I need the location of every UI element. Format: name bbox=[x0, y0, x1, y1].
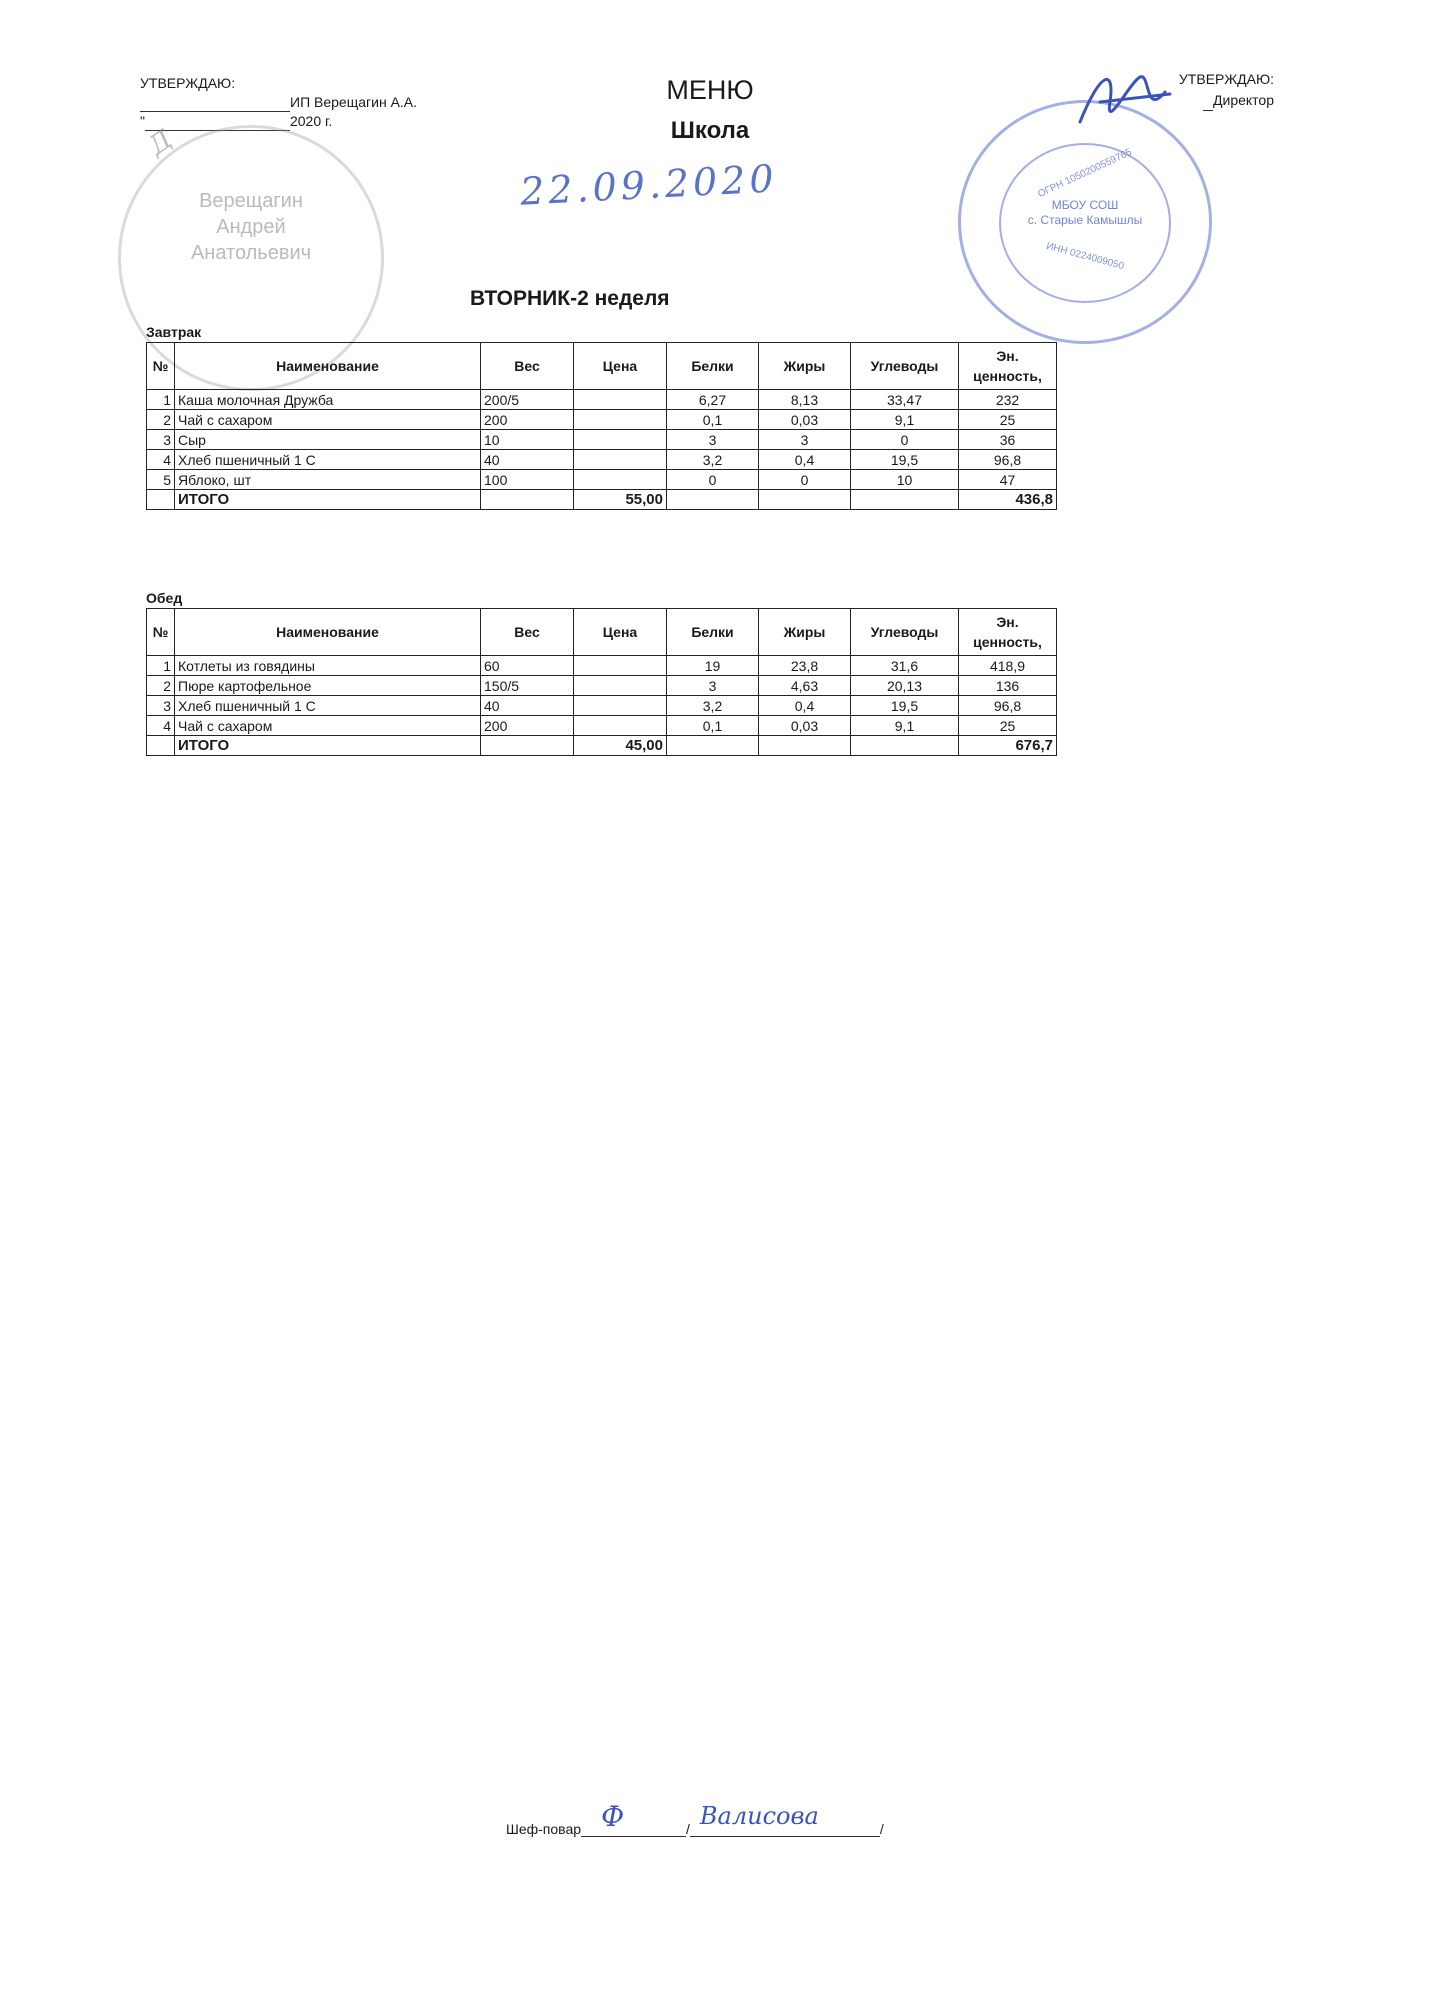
cell: 3 bbox=[147, 430, 175, 450]
cell bbox=[481, 490, 574, 510]
header-right bbox=[1150, 69, 1274, 111]
cell: 4,63 bbox=[759, 676, 851, 696]
director-signature-line bbox=[1203, 110, 1213, 111]
cell: 96,8 bbox=[959, 696, 1057, 716]
cell: 100 bbox=[481, 470, 574, 490]
cell: 3 bbox=[759, 430, 851, 450]
cell: Котлеты из говядины bbox=[175, 656, 481, 676]
handwritten-date: 22.09.2020 bbox=[519, 156, 779, 214]
cell: 200/5 bbox=[481, 390, 574, 410]
col-weight: Вес bbox=[481, 609, 574, 656]
cell: 0 bbox=[759, 470, 851, 490]
cell: 47 bbox=[959, 470, 1057, 490]
col-number: № bbox=[147, 343, 175, 390]
lunch-table bbox=[146, 608, 1057, 756]
separator: / bbox=[686, 1821, 690, 1837]
cell: Сыр bbox=[175, 430, 481, 450]
stamp-inn: ИНН 0224009050 bbox=[1044, 240, 1126, 273]
school-title: Школа bbox=[670, 117, 750, 144]
table-row bbox=[147, 390, 1057, 410]
total-label: ИТОГО bbox=[175, 490, 481, 510]
cell: Яблоко, шт bbox=[175, 470, 481, 490]
cell: 6,27 bbox=[667, 390, 759, 410]
cell: 1 bbox=[147, 656, 175, 676]
cell bbox=[759, 736, 851, 756]
cell bbox=[574, 430, 667, 450]
stamp-org: МБОУ СОШ bbox=[1051, 198, 1119, 212]
date-quote: " bbox=[140, 113, 145, 129]
col-number: № bbox=[147, 609, 175, 656]
col-weight: Вес bbox=[481, 343, 574, 390]
director-position: Директор bbox=[1213, 92, 1274, 108]
day-title: ВТОРНИК-2 неделя bbox=[470, 287, 670, 310]
chef-sign-line bbox=[581, 1800, 686, 1837]
approve-label-right: УТВЕРЖДАЮ: bbox=[1178, 71, 1274, 87]
cell: 19,5 bbox=[851, 696, 959, 716]
total-label: ИТОГО bbox=[175, 736, 481, 756]
cell: 136 bbox=[959, 676, 1057, 696]
breakfast-total-row bbox=[147, 490, 1057, 510]
table-row bbox=[147, 450, 1057, 470]
approve-label-left: УТВЕРЖДАЮ: bbox=[140, 75, 236, 91]
table-row bbox=[147, 410, 1057, 430]
cell bbox=[574, 470, 667, 490]
cell: 25 bbox=[959, 410, 1057, 430]
chef-signature-block bbox=[506, 1800, 884, 1837]
cell: 0 bbox=[851, 430, 959, 450]
cell: 4 bbox=[147, 450, 175, 470]
cell: 3 bbox=[147, 696, 175, 716]
breakfast-table bbox=[146, 342, 1057, 510]
cell: 31,6 bbox=[851, 656, 959, 676]
total-price: 45,00 bbox=[574, 736, 667, 756]
cell: 4 bbox=[147, 716, 175, 736]
header-left bbox=[140, 74, 417, 131]
chef-handwritten-name: Валисова bbox=[699, 1802, 819, 1830]
total-price: 55,00 bbox=[574, 490, 667, 510]
cell: 5 bbox=[147, 470, 175, 490]
cell: 9,1 bbox=[851, 716, 959, 736]
col-energy: Эн. ценность, bbox=[959, 343, 1057, 390]
cell: Хлеб пшеничный 1 С bbox=[175, 696, 481, 716]
col-name: Наименование bbox=[175, 609, 481, 656]
approver-name: ИП Верещагин А.А. bbox=[290, 94, 418, 110]
table-row bbox=[147, 716, 1057, 736]
table-row bbox=[147, 430, 1057, 450]
cell: 200 bbox=[481, 716, 574, 736]
cell bbox=[574, 696, 667, 716]
cell bbox=[574, 716, 667, 736]
col-protein: Белки bbox=[667, 343, 759, 390]
col-fat: Жиры bbox=[759, 609, 851, 656]
stamp-center bbox=[961, 198, 1209, 228]
cell bbox=[851, 490, 959, 510]
col-energy: Эн. ценность, bbox=[959, 609, 1057, 656]
col-price: Цена bbox=[574, 609, 667, 656]
col-name: Наименование bbox=[175, 343, 481, 390]
cell: 0 bbox=[667, 470, 759, 490]
cell bbox=[147, 490, 175, 510]
cell: 3,2 bbox=[667, 450, 759, 470]
cell: 232 bbox=[959, 390, 1057, 410]
breakfast-header-row bbox=[147, 343, 1057, 390]
cell: 10 bbox=[481, 430, 574, 450]
cell: Пюре картофельное bbox=[175, 676, 481, 696]
cell: 40 bbox=[481, 450, 574, 470]
cell: 60 bbox=[481, 656, 574, 676]
cell: Каша молочная Дружба bbox=[175, 390, 481, 410]
cell: 2 bbox=[147, 676, 175, 696]
col-protein: Белки bbox=[667, 609, 759, 656]
lunch-total-row bbox=[147, 736, 1057, 756]
total-energy: 676,7 bbox=[959, 736, 1057, 756]
cell bbox=[574, 410, 667, 430]
cell: 0,1 bbox=[667, 410, 759, 430]
cell: 0,03 bbox=[759, 410, 851, 430]
cell: 0,1 bbox=[667, 716, 759, 736]
cell: 3 bbox=[667, 430, 759, 450]
stamp-village: с. Старые Камышлы bbox=[1027, 213, 1143, 227]
cell: 200 bbox=[481, 410, 574, 430]
cell bbox=[574, 676, 667, 696]
cell: 0,4 bbox=[759, 696, 851, 716]
cell: 150/5 bbox=[481, 676, 574, 696]
cell: Чай с сахаром bbox=[175, 410, 481, 430]
cell: 3,2 bbox=[667, 696, 759, 716]
cell: 3 bbox=[667, 676, 759, 696]
chef-name-line bbox=[690, 1802, 880, 1837]
cell: Хлеб пшеничный 1 С bbox=[175, 450, 481, 470]
total-energy: 436,8 bbox=[959, 490, 1057, 510]
chef-label: Шеф-повар bbox=[506, 1821, 582, 1837]
director-line bbox=[1150, 90, 1274, 111]
table-row bbox=[147, 676, 1057, 696]
cell bbox=[759, 490, 851, 510]
cell: 1 bbox=[147, 390, 175, 410]
cell: 25 bbox=[959, 716, 1057, 736]
col-carbs: Углеводы bbox=[851, 343, 959, 390]
cell bbox=[574, 656, 667, 676]
cell bbox=[574, 450, 667, 470]
table-row bbox=[147, 470, 1057, 490]
approver-line bbox=[140, 93, 417, 112]
cell: 0,4 bbox=[759, 450, 851, 470]
lunch-header-row bbox=[147, 609, 1057, 656]
cell bbox=[147, 736, 175, 756]
cell: 23,8 bbox=[759, 656, 851, 676]
left-signature: Д bbox=[143, 124, 178, 162]
cell: 96,8 bbox=[959, 450, 1057, 470]
cell bbox=[481, 736, 574, 756]
cell: 2 bbox=[147, 410, 175, 430]
menu-title: МЕНЮ bbox=[666, 75, 754, 105]
cell bbox=[667, 736, 759, 756]
table-row bbox=[147, 656, 1057, 676]
cell: 8,13 bbox=[759, 390, 851, 410]
chef-initials-signature: Ф bbox=[601, 1800, 625, 1833]
cell: 9,1 bbox=[851, 410, 959, 430]
cell bbox=[851, 736, 959, 756]
separator-end: / bbox=[879, 1821, 884, 1837]
breakfast-label: Завтрак bbox=[146, 324, 202, 340]
cell: 36 bbox=[959, 430, 1057, 450]
cell: Чай с сахаром bbox=[175, 716, 481, 736]
cell: 10 bbox=[851, 470, 959, 490]
cell bbox=[574, 390, 667, 410]
cell: 19,5 bbox=[851, 450, 959, 470]
lunch-label: Обед bbox=[146, 590, 183, 606]
col-fat: Жиры bbox=[759, 343, 851, 390]
table-row bbox=[147, 696, 1057, 716]
cell bbox=[667, 490, 759, 510]
col-carbs: Углеводы bbox=[851, 609, 959, 656]
cell: 20,13 bbox=[851, 676, 959, 696]
cell: 19 bbox=[667, 656, 759, 676]
left-stamp-text: Верещагин Андрей Анатольевич bbox=[190, 190, 312, 264]
cell: 33,47 bbox=[851, 390, 959, 410]
cell: 0,03 bbox=[759, 716, 851, 736]
cell: 418,9 bbox=[959, 656, 1057, 676]
cell: 40 bbox=[481, 696, 574, 716]
stamp-ogrn: ОГРН 1050200559765 bbox=[1036, 146, 1134, 201]
col-price: Цена bbox=[574, 343, 667, 390]
approval-year: 2020 г. bbox=[289, 113, 333, 129]
